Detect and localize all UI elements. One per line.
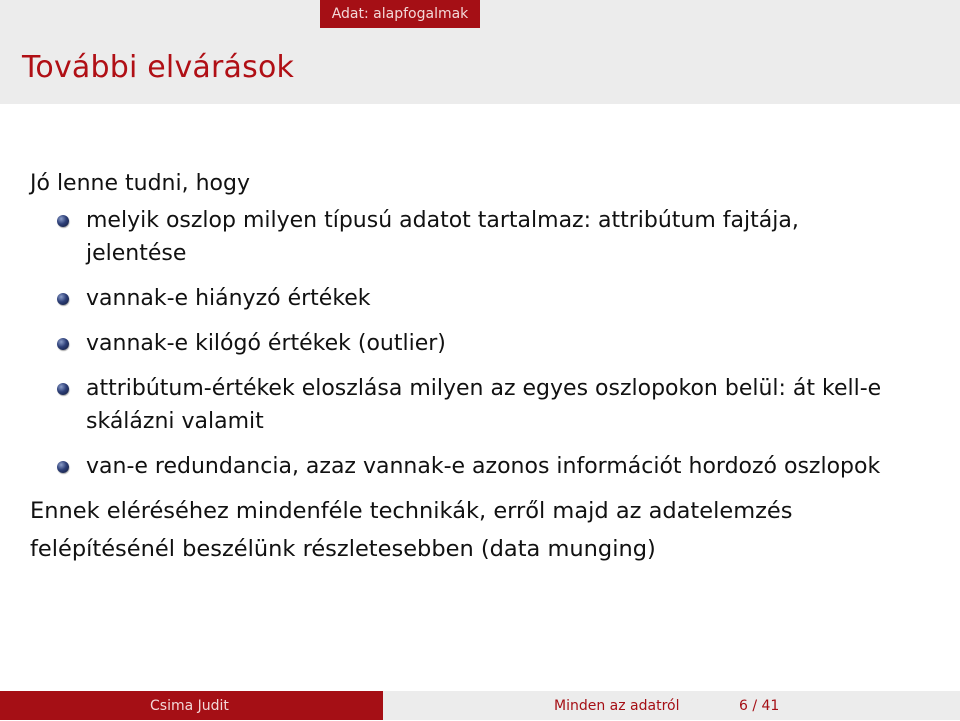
intro-text: Jó lenne tudni, hogy (30, 171, 250, 196)
section-label: Adat: alapfogalmak (331, 6, 469, 22)
list-item (86, 282, 898, 315)
footer-page-number: 6 / 41 (739, 698, 780, 714)
list-item (86, 327, 898, 360)
list-item-text: attribútum-értékek eloszlása milyen az egyes oszlopokon belül: át kell-e skálázni valamit (86, 376, 882, 434)
footer-author: Csima Judit (150, 698, 229, 714)
slide-body (28, 168, 898, 568)
slide-footer (0, 691, 960, 720)
bullet-ball-icon (57, 461, 69, 473)
footer-talk-title: Minden az adatról (554, 698, 680, 714)
footer-info-panel (383, 691, 960, 720)
bullet-ball-icon (57, 215, 69, 227)
slide-title: További elvárások (22, 50, 295, 85)
bullet-ball-icon (57, 338, 69, 350)
list-item-text: vannak-e hiányzó értékek (86, 286, 371, 311)
list-item (86, 204, 898, 270)
list-item-text: melyik oszlop milyen típusú adatot tartalmaz: attribútum fajtája, jelentése (86, 208, 799, 266)
list-item-text: van-e redundancia, azaz vannak-e azonos információt hordozó oszlopok (86, 454, 881, 479)
frame-header (0, 0, 960, 104)
bullet-list (28, 204, 898, 483)
section-navigation-tab[interactable] (320, 0, 480, 28)
bullet-ball-icon (57, 383, 69, 395)
outro-text: Ennek eléréséhez mindenféle technikák, erről majd az adatelemzés felépítésénél beszélünk részletesebben (data munging) (30, 498, 793, 562)
list-item (86, 450, 898, 483)
list-item (86, 372, 898, 438)
footer-author-panel (0, 691, 383, 720)
list-item-text: vannak-e kilógó értékek (outlier) (86, 331, 446, 356)
bullet-ball-icon (57, 293, 69, 305)
